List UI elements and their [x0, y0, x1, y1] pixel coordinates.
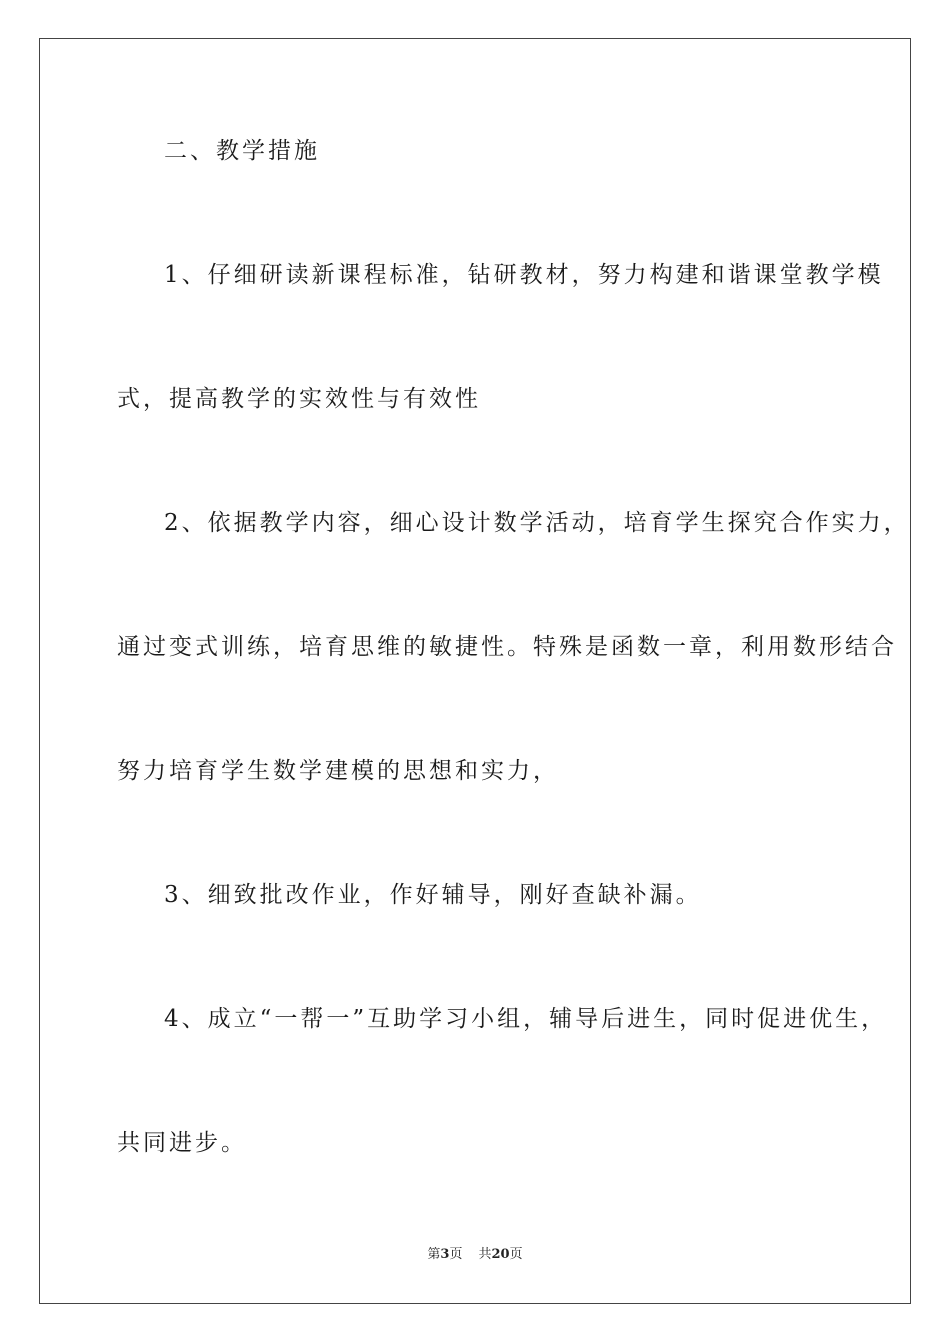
paragraph-line: 4、成立“一帮一”互助学习小组，辅导后进生，同时促进优生，: [164, 1006, 888, 1032]
footer-total-number: 20: [491, 1247, 510, 1262]
footer-page-number: 3: [440, 1247, 450, 1262]
footer-total-suffix: 页: [509, 1247, 523, 1262]
paragraph-line: 式，提高教学的实效性与有效性: [117, 386, 481, 412]
footer-page-suffix: 页: [449, 1247, 463, 1262]
paragraph-line: 1、仔细研读新课程标准，钻研教材，努力构建和谐课堂教学模: [164, 262, 884, 288]
paragraph-line: 通过变式训练，培育思维的敏捷性。特殊是函数一章，利用数形结合: [117, 634, 897, 660]
footer-total-prefix: 共: [478, 1247, 492, 1262]
paragraph-line: 共同进步。: [117, 1130, 247, 1156]
section-heading: 二、教学措施: [164, 138, 320, 164]
footer-page-prefix: 第: [427, 1247, 441, 1262]
page-footer: [0, 1246, 950, 1264]
paragraph-line: 努力培育学生数学建模的思想和实力，: [117, 758, 559, 784]
paragraph-line: 2、依据教学内容，细心设计数学活动，培育学生探究合作实力，: [164, 510, 910, 536]
page-border: [39, 38, 911, 1304]
paragraph-line: 3、细致批改作业，作好辅导，刚好查缺补漏。: [164, 882, 702, 908]
